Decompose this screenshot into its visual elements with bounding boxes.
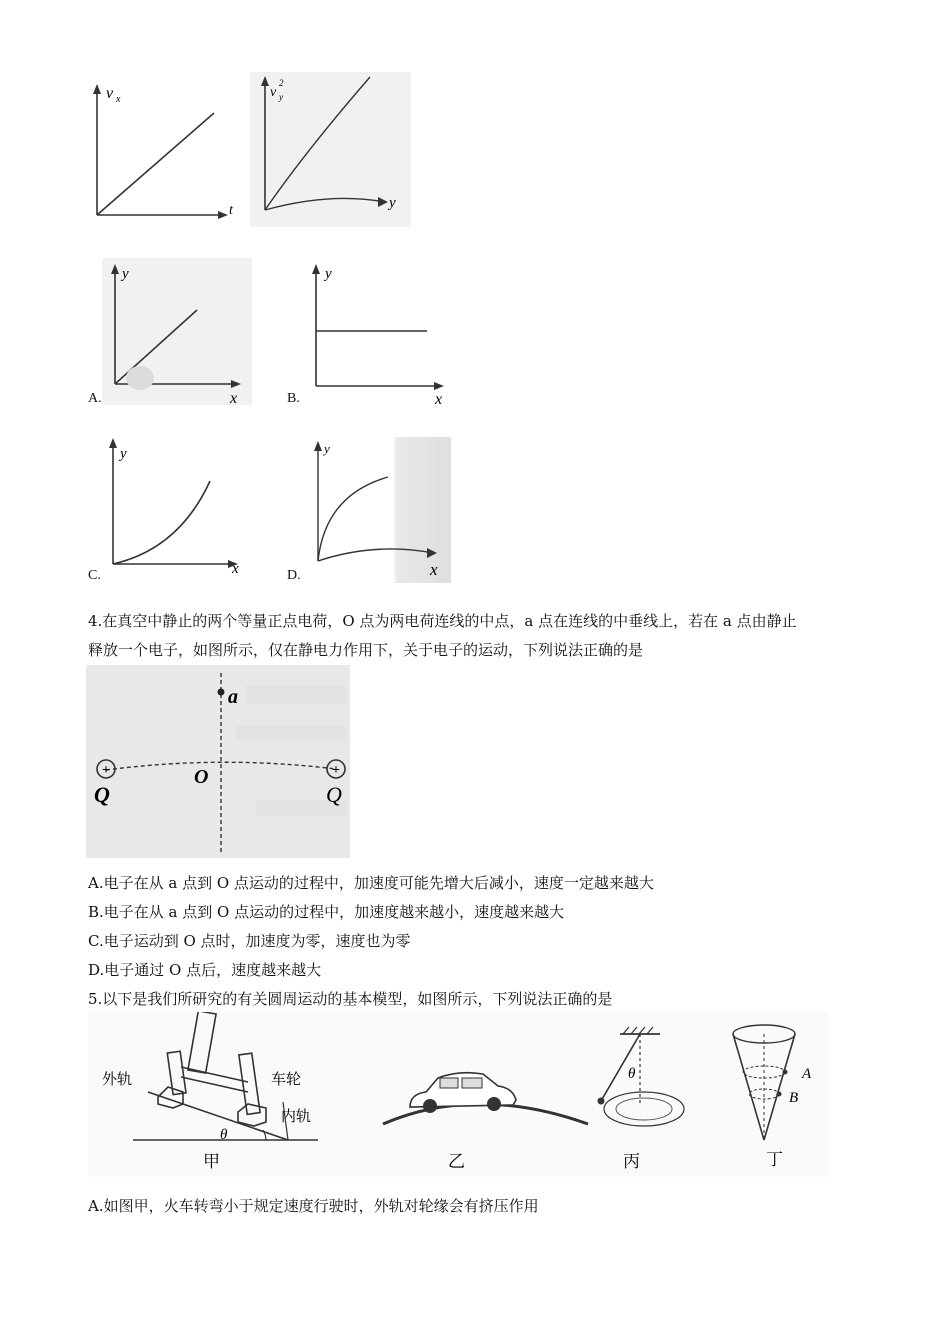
- option-c-xlabel: x: [232, 561, 239, 577]
- figure-bing: [598, 1027, 685, 1171]
- q4-option-a[interactable]: A.电子在从 a 点到 O 点运动的过程中，加速度可能先增大后减小，速度一定越来越大: [88, 874, 654, 892]
- option-a-graph: [102, 258, 252, 405]
- charge-left-plus: +: [102, 763, 110, 778]
- option-a-xlabel: x: [230, 390, 238, 405]
- option-b-ylabel: y: [325, 266, 332, 282]
- label-inner-rail: 内轨: [281, 1109, 312, 1125]
- label-theta-jia: θ: [220, 1127, 228, 1143]
- point-a-label: a: [228, 686, 238, 708]
- q4-option-b[interactable]: B.电子在从 a 点到 O 点运动的过程中，加速度越来越小，速度越来越大: [88, 903, 565, 921]
- figure-ding: [733, 1025, 812, 1169]
- option-a-letter: A.: [88, 391, 102, 406]
- option-b-letter: B.: [287, 391, 300, 406]
- figure-yi: [383, 1073, 588, 1171]
- option-b-xlabel: x: [435, 391, 443, 405]
- q4-stem-line2: 释放一个电子，如图所示，仅在静电力作用下，关于电子的运动，下列说法正确的是: [88, 641, 644, 659]
- option-d-xlabel: x: [430, 560, 438, 579]
- vy-axis-sup: 2: [279, 78, 284, 88]
- t-axis-label: t: [229, 203, 233, 218]
- figure-vy2-y: [250, 72, 411, 227]
- label-jia: 甲: [203, 1152, 220, 1171]
- vy-axis-label: v: [270, 85, 277, 100]
- figure-jia: [102, 1012, 318, 1171]
- charge-right-label: Q: [326, 782, 342, 807]
- label-ding: 丁: [766, 1150, 783, 1169]
- label-outer-rail: 外轨: [102, 1072, 133, 1088]
- label-yi: 乙: [448, 1152, 465, 1171]
- label-wheel: 车轮: [271, 1072, 302, 1088]
- option-d-graph: [305, 437, 451, 583]
- option-d-ylabel: y: [324, 441, 330, 456]
- option-c-ylabel: y: [120, 446, 127, 462]
- figure-vx-t: [84, 80, 234, 230]
- label-theta-bing: θ: [628, 1066, 636, 1082]
- y-axis-label: y: [389, 195, 396, 211]
- q5-stem: 5.以下是我们所研究的有关圆周运动的基本模型，如图所示，下列说法正确的是: [88, 990, 613, 1008]
- label-bing: 丙: [623, 1152, 640, 1171]
- q4-option-d[interactable]: D.电子通过 O 点后，速度越来越大: [88, 961, 322, 979]
- label-point-b: B: [789, 1090, 799, 1106]
- option-c-graph: [104, 434, 254, 582]
- vy-axis-sub: y: [279, 92, 283, 102]
- point-a-dot: [218, 689, 225, 696]
- vx-axis-sub: x: [116, 94, 121, 105]
- option-d-letter: D.: [287, 568, 301, 583]
- q4-figure: [86, 665, 350, 858]
- q4-option-c[interactable]: C.电子运动到 O 点时，加速度为零，速度也为零: [88, 932, 411, 950]
- charge-right-plus: +: [332, 763, 340, 778]
- option-b-graph: [305, 258, 455, 405]
- vx-axis-label: v: [106, 85, 114, 102]
- q5-figure: [88, 1012, 828, 1177]
- label-point-a: A: [802, 1066, 812, 1082]
- center-o-label: O: [194, 766, 209, 788]
- q5-option-a[interactable]: A.如图甲，火车转弯小于规定速度行驶时，外轨对轮缘会有挤压作用: [88, 1197, 539, 1215]
- charge-left-label: Q: [94, 782, 110, 807]
- option-c-letter: C.: [88, 568, 101, 583]
- q4-stem-line1: 4.在真空中静止的两个等量正点电荷，O 点为两电荷连线的中点，a 点在连线的中垂线上，若在 a 点由静止: [88, 612, 797, 630]
- option-a-ylabel: y: [122, 266, 129, 282]
